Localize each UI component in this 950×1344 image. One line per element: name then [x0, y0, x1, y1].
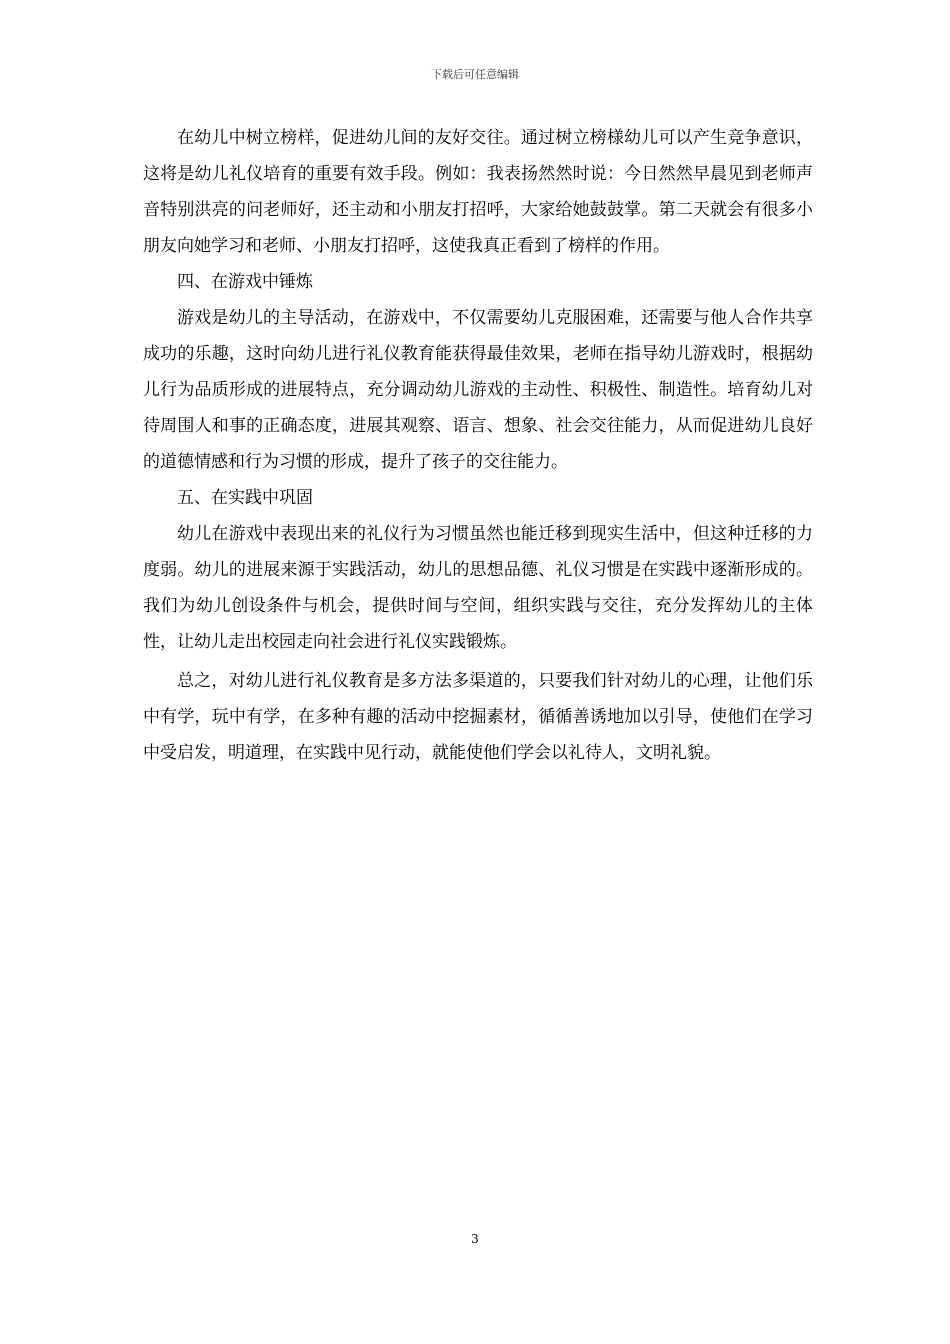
page-number: 3: [471, 1232, 479, 1246]
section-heading-games: 四、在游戏中锤炼: [177, 272, 313, 292]
document-body: [143, 120, 813, 771]
page-header: 下载后可任意编辑: [431, 68, 519, 81]
section-heading-practice: 五、在实践中巩固: [177, 488, 313, 508]
paragraph-conclusion: 总之，对幼儿进行礼仪教育是多方法多渠道的，只要我们针对幼儿的心理，让他们乐中有学，玩中有学，在多种有趣的活动中挖掘素材，循循善诱地加以引导，使他们在学习中受启发，明道理，在实践中见行动，就能使他们学会以礼待人，文明礼貌。: [143, 671, 813, 763]
paragraph-games: 游戏是幼儿的主导活动，在游戏中，不仅需要幼儿克服困难，还需要与他人合作共享成功的乐趣，这时向幼儿进行礼仪教育能获得最佳效果，老师在指导幼儿游戏时，根据幼儿行为品质形成的进展特点，充分调动幼儿游戏的主动性、积极性、制造性。培育幼儿对待周围人和事的正确态度，进展其观察、语言、想象、社会交往能力，从而促进幼儿良好的道德情感和行为习惯的形成，提升了孩子的交往能力。: [143, 308, 813, 472]
paragraph-role-model: 在幼儿中树立榜样，促进幼儿间的友好交往。通过树立榜様幼儿可以产生竞争意识，这将是幼儿礼仪培育的重要有效手段。例如：我表扬然然时说：今日然然早晨见到老师声音特别洪亮的问老师好，还主动和小朋友打招呼，大家给她鼓鼓掌。第二天就会有很多小朋友向她学习和老师、小朋友打招呼，这使我真正看到了榜样的作用。: [143, 128, 813, 256]
paragraph-practice: 幼儿在游戏中表现出来的礼仪行为习惯虽然也能迁移到现实生活中，但这种迁移的力度弱。幼儿的进展来源于实践活动，幼儿的思想品德、礼仪习惯是在实践中逐渐形成的。我们为幼儿创设条件与机会，提供时间与空间，组织实践与交往，充分发挥幼儿的主体性，让幼儿走出校园走向社会进行礼仪实践锻炼。: [143, 524, 813, 652]
